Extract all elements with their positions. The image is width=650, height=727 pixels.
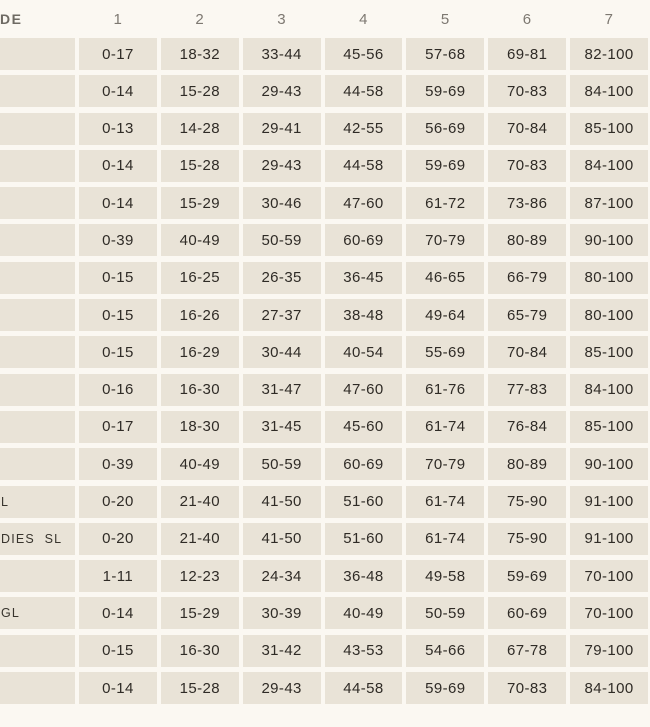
grade-range-cell: 70-100 xyxy=(570,560,648,592)
row-label-fragment: GL xyxy=(0,597,75,629)
grade-range-cell: 41-50 xyxy=(243,523,321,555)
grade-range-cell: 15-28 xyxy=(161,672,239,704)
grade-range-cell: 84-100 xyxy=(570,374,648,406)
grade-range-cell: 21-40 xyxy=(161,523,239,555)
grade-range-cell: 70-84 xyxy=(488,336,566,368)
grade-range-cell: 70-79 xyxy=(406,224,484,256)
grade-range-cell: 45-56 xyxy=(325,38,403,70)
grade-range-cell: 0-15 xyxy=(79,336,157,368)
row-label-fragment: DIES SL xyxy=(0,523,75,555)
grade-range-cell: 61-74 xyxy=(406,411,484,443)
grade-column-header: 3 xyxy=(277,10,287,28)
grade-range-cell: 50-59 xyxy=(243,224,321,256)
grade-range-cell: 84-100 xyxy=(570,150,648,182)
grade-range-cell: 85-100 xyxy=(570,113,648,145)
row-label-fragment xyxy=(0,262,75,294)
grade-range-cell: 29-41 xyxy=(243,113,321,145)
grade-range-cell: 29-43 xyxy=(243,672,321,704)
grade-range-cell: 51-60 xyxy=(325,486,403,518)
grade-range-cell: 70-83 xyxy=(488,75,566,107)
row-label-fragment xyxy=(0,75,75,107)
grade-column-header: 2 xyxy=(195,10,205,28)
grade-range-cell: 0-14 xyxy=(79,672,157,704)
grade-range-cell: 49-64 xyxy=(406,299,484,331)
table-header-row xyxy=(0,0,650,38)
grade-range-cell: 70-83 xyxy=(488,150,566,182)
grade-range-cell: 57-68 xyxy=(406,38,484,70)
grade-range-cell: 73-86 xyxy=(488,187,566,219)
row-label-fragment: L xyxy=(0,486,75,518)
grade-range-cell: 61-76 xyxy=(406,374,484,406)
grade-range-cell: 0-39 xyxy=(79,448,157,480)
grade-range-cell: 80-89 xyxy=(488,448,566,480)
grade-range-cell: 61-74 xyxy=(406,523,484,555)
grade-range-cell: 0-16 xyxy=(79,374,157,406)
row-label-fragment xyxy=(0,374,75,406)
grade-column-header: 5 xyxy=(440,10,450,28)
grade-range-cell: 16-26 xyxy=(161,299,239,331)
grade-range-cell: 15-29 xyxy=(161,597,239,629)
grade-range-cell: 15-28 xyxy=(161,150,239,182)
grade-range-cell: 0-14 xyxy=(79,597,157,629)
grade-range-cell: 80-100 xyxy=(570,262,648,294)
grade-range-cell: 90-100 xyxy=(570,448,648,480)
grade-range-cell: 70-83 xyxy=(488,672,566,704)
grade-range-cell: 91-100 xyxy=(570,486,648,518)
grade-range-cell: 15-29 xyxy=(161,187,239,219)
grade-range-cell: 33-44 xyxy=(243,38,321,70)
grade-range-cell: 16-25 xyxy=(161,262,239,294)
grade-range-cell: 31-47 xyxy=(243,374,321,406)
table-body xyxy=(0,38,650,704)
grade-range-cell: 80-89 xyxy=(488,224,566,256)
grade-range-cell: 0-15 xyxy=(79,299,157,331)
grade-range-cell: 47-60 xyxy=(325,374,403,406)
grade-range-cell: 87-100 xyxy=(570,187,648,219)
grade-range-cell: 0-20 xyxy=(79,523,157,555)
grade-range-cell: 30-46 xyxy=(243,187,321,219)
grade-range-cell: 44-58 xyxy=(325,150,403,182)
grade-range-cell: 79-100 xyxy=(570,635,648,667)
grade-range-cell: 50-59 xyxy=(243,448,321,480)
grade-range-cell: 43-53 xyxy=(325,635,403,667)
grade-column-header: 6 xyxy=(522,10,532,28)
grade-range-cell: 70-100 xyxy=(570,597,648,629)
grade-range-cell: 31-45 xyxy=(243,411,321,443)
grade-column-header: 4 xyxy=(359,10,368,28)
grade-range-cell: 36-48 xyxy=(325,560,403,592)
grade-range-cell: 40-49 xyxy=(161,448,239,480)
grade-range-cell: 75-90 xyxy=(488,486,566,518)
grade-range-cell: 18-30 xyxy=(161,411,239,443)
row-label-fragment xyxy=(0,560,75,592)
grade-column-header: 1 xyxy=(113,10,123,28)
grade-range-cell: 29-43 xyxy=(243,75,321,107)
grade-range-cell: 75-90 xyxy=(488,523,566,555)
grade-range-cell: 91-100 xyxy=(570,523,648,555)
grade-range-cell: 49-58 xyxy=(406,560,484,592)
grade-range-cell: 59-69 xyxy=(406,75,484,107)
grade-range-cell: 18-32 xyxy=(161,38,239,70)
row-label-fragment xyxy=(0,336,75,368)
grade-range-cell: 21-40 xyxy=(161,486,239,518)
grade-range-cell: 67-78 xyxy=(488,635,566,667)
grade-range-cell: 85-100 xyxy=(570,411,648,443)
grade-range-cell: 1-11 xyxy=(79,560,157,592)
grade-range-cell: 60-69 xyxy=(488,597,566,629)
row-label-fragment xyxy=(0,224,75,256)
grade-range-cell: 70-79 xyxy=(406,448,484,480)
grade-range-cell: 70-84 xyxy=(488,113,566,145)
grade-range-cell: 90-100 xyxy=(570,224,648,256)
grade-range-cell: 59-69 xyxy=(406,672,484,704)
grade-range-cell: 27-37 xyxy=(243,299,321,331)
grade-range-cell: 54-66 xyxy=(406,635,484,667)
row-label-fragment xyxy=(0,150,75,182)
grade-range-cell: 59-69 xyxy=(406,150,484,182)
grade-range-cell: 0-39 xyxy=(79,224,157,256)
grade-range-cell: 15-28 xyxy=(161,75,239,107)
row-label-fragment xyxy=(0,187,75,219)
grade-range-cell: 12-23 xyxy=(161,560,239,592)
grade-range-cell: 0-15 xyxy=(79,262,157,294)
grade-range-cell: 36-45 xyxy=(325,262,403,294)
grade-range-cell: 44-58 xyxy=(325,75,403,107)
row-label-fragment xyxy=(0,672,75,704)
grade-range-cell: 0-13 xyxy=(79,113,157,145)
grade-range-cell: 0-14 xyxy=(79,150,157,182)
grade-range-cell: 0-20 xyxy=(79,486,157,518)
grade-range-cell: 84-100 xyxy=(570,75,648,107)
grade-range-cell: 69-81 xyxy=(488,38,566,70)
grade-range-cell: 55-69 xyxy=(406,336,484,368)
grade-range-cell: 80-100 xyxy=(570,299,648,331)
row-label-fragment xyxy=(0,38,75,70)
grade-range-cell: 44-58 xyxy=(325,672,403,704)
row-label-fragment xyxy=(0,411,75,443)
row-label-fragment xyxy=(0,448,75,480)
grade-range-cell: 61-74 xyxy=(406,486,484,518)
grade-range-cell: 56-69 xyxy=(406,113,484,145)
grade-range-cell: 38-48 xyxy=(325,299,403,331)
grade-range-cell: 84-100 xyxy=(570,672,648,704)
grade-range-cell: 51-60 xyxy=(325,523,403,555)
grade-range-cell: 61-72 xyxy=(406,187,484,219)
grade-range-cell: 14-28 xyxy=(161,113,239,145)
grade-range-cell: 82-100 xyxy=(570,38,648,70)
grade-range-cell: 77-83 xyxy=(488,374,566,406)
grade-range-cell: 60-69 xyxy=(325,448,403,480)
grade-column-header: 7 xyxy=(604,10,614,28)
grade-range-cell: 50-59 xyxy=(406,597,484,629)
grade-range-cell: 45-60 xyxy=(325,411,403,443)
grade-range-cell: 47-60 xyxy=(325,187,403,219)
grade-range-cell: 16-29 xyxy=(161,336,239,368)
grade-range-cell: 66-79 xyxy=(488,262,566,294)
grade-range-cell: 16-30 xyxy=(161,374,239,406)
grade-range-cell: 40-54 xyxy=(325,336,403,368)
grade-range-cell: 0-17 xyxy=(79,38,157,70)
row-label-fragment xyxy=(0,635,75,667)
grade-range-cell: 41-50 xyxy=(243,486,321,518)
grade-range-cell: 85-100 xyxy=(570,336,648,368)
grade-range-cell: 59-69 xyxy=(488,560,566,592)
grade-range-cell: 31-42 xyxy=(243,635,321,667)
grade-range-cell: 30-44 xyxy=(243,336,321,368)
grade-range-cell: 16-30 xyxy=(161,635,239,667)
grade-range-cell: 40-49 xyxy=(325,597,403,629)
grade-range-cell: 29-43 xyxy=(243,150,321,182)
row-label-fragment xyxy=(0,113,75,145)
grade-range-cell: 26-35 xyxy=(243,262,321,294)
grade-range-cell: 30-39 xyxy=(243,597,321,629)
grade-range-cell: 0-15 xyxy=(79,635,157,667)
grade-range-cell: 65-79 xyxy=(488,299,566,331)
grade-range-cell: 0-17 xyxy=(79,411,157,443)
grade-range-cell: 40-49 xyxy=(161,224,239,256)
row-label-fragment xyxy=(0,299,75,331)
grade-range-cell: 24-34 xyxy=(243,560,321,592)
grade-range-cell: 0-14 xyxy=(79,75,157,107)
grade-range-cell: 46-65 xyxy=(406,262,484,294)
grade-range-cell: 42-55 xyxy=(325,113,403,145)
header-label-fragment: DE xyxy=(0,11,23,27)
grade-range-cell: 0-14 xyxy=(79,187,157,219)
grade-range-cell: 60-69 xyxy=(325,224,403,256)
grade-range-cell: 76-84 xyxy=(488,411,566,443)
